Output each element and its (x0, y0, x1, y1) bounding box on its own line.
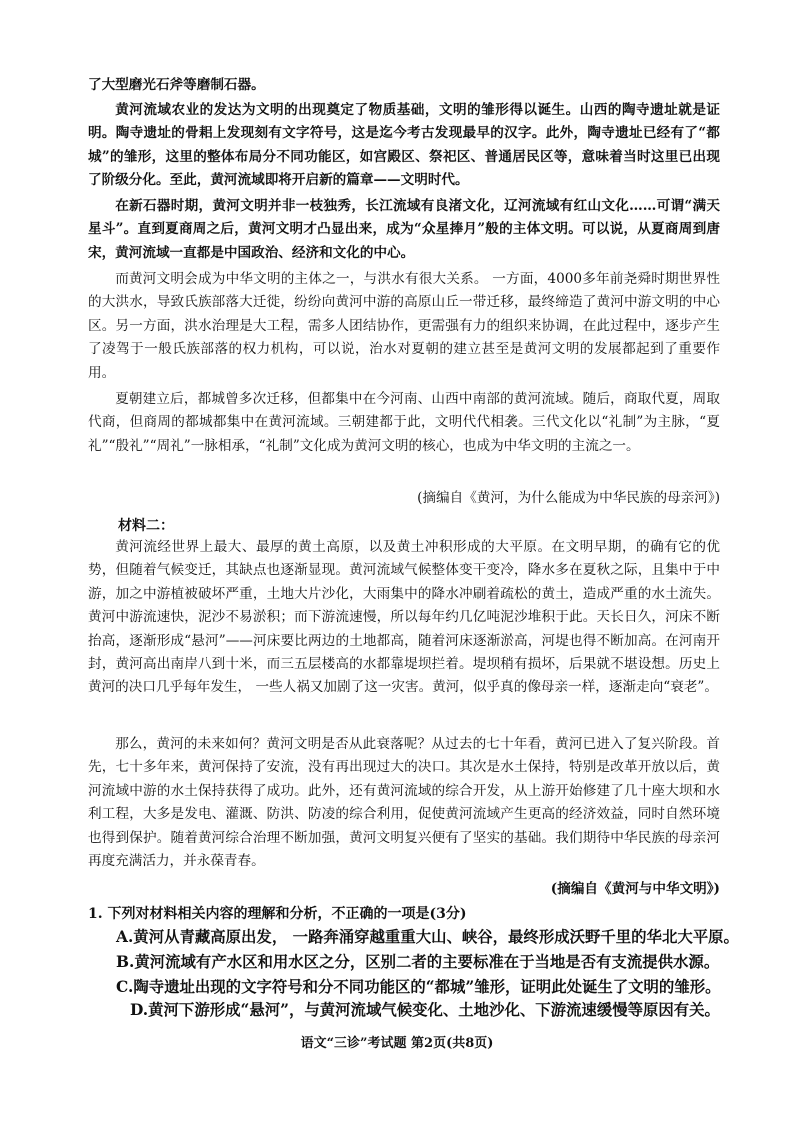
question-stem: 1. 下列对材料相关内容的理解和分析，不正确的一项是(3分) (88, 906, 467, 922)
source-citation-2: (摘编自《黄河与中华文明》) (550, 881, 720, 897)
option-a: A.黄河从青藏高原出发， 一路奔涌穿越重重大山、峡谷，最终形成沃野千里的华北大平原。 (116, 928, 739, 946)
option-b: B.黄河流域有产水区和用水区之分，区别二者的主要标准在于当地是否有支流提供水源。 (116, 953, 720, 971)
paragraph-loess: 黄河流经世界上最大、最厚的黄土高原，以及黄土冲积形成的大平原。在文明早期，的确有它的优势，但随着气候变迁，其缺点也逐渐显现。黄河流域气候整体变干变冷，降水多在夏秋之际，且集中于中游，加之中游植被破坏严重，土地大片沙化，大雨集中的降水冲刷着疏松的黄土，造成严重的水土流失。黄河中游流速快，泥沙不易淤积；而下游流速慢，所以每年约几亿吨泥沙堆积于此。天长日久，河床不断抬高，逐渐形成“悬河”——河床要比两边的土地都高，随着河床逐渐淤高，河堤也得不断加高。在河南开封，黄河高出南岸八到十米，而三五层楼高的水都靠堤坝拦着。堤坝稍有损坏，后果就不堪设想。历史上黄河的决口几乎每年发生， 一些人祸又加剧了这一灾害。黄河，似乎真的像母亲一样，逐渐走向“衰老”。 (88, 539, 720, 696)
paragraph-xia-dynasty: 夏朝建立后，都城曾多次迁移，但都集中在今河南、山西中南部的黄河流域。随后，商取代夏，周取代商，但商周的都城都集中在黄河流域。三朝建都于此，文明代代相袭。三代文化以“礼制”为主脉，“夏礼”“殷礼”“周礼”一脉相承，“礼制”文化成为黄河文明的核心，也成为中华文明的主流之一。 (88, 391, 720, 454)
paragraph-huanghe-agriculture: 黄河流域农业的发达为文明的出现奠定了物质基础，文明的雏形得以诞生。山西的陶寺遗址就是证明。陶寺遗址的骨耜上发现刻有文字符号，这是迄今考古发现最早的汉字。此外，陶寺遗址已经有了“都城”的雏形，这里的整体布局分不同功能区，如宫殿区、祭祀区、普通居民区等，意味着当时这里已出现了阶级分化。至此，黄河流域即将开启新的篇章——文明时代。 (88, 102, 720, 189)
source-citation-1: (摘编自《黄河，为什么能成为中华民族的母亲河》) (417, 490, 720, 506)
page-footer: 语文“三诊”考试题 第2页(共8页) (300, 1036, 494, 1051)
paragraph-neolithic: 在新石器时期，黄河文明并非一枝独秀，长江流域有良渚文化，辽河流域有红山文化……可谓“满天星斗”。直到夏商周之后，黄河文明才凸显出来，成为“众星捧月”般的主体文明。可以说，从夏商周到唐宋，黄河流域一直都是中国政治、经济和文化的中心。 (88, 198, 720, 261)
paragraph-flood: 而黄河文明会成为中华文明的主体之一，与洪水有很大关系。 一方面，4000多年前尧舜时期世界性的大洪水，导致氏族部落大迁徙，纷纷向黄河中游的高原山丘一带迁移，最终缔造了黄河中游文明的中心区。另一方面，洪水治理是大工程，需多人团结协作，更需强有力的组织来协调，在此过程中，逐步产生了凌驾于一般氏族部落的权力机构，可以说，治水对夏朝的建立甚至是黄河文明的发展都起到了重要作用。 (88, 271, 720, 381)
text-line-continuation: 了大型磨光石斧等磨制石器。 (88, 77, 265, 93)
paragraph-future: 那么，黄河的未来如何？黄河文明是否从此衰落呢？从过去的七十年看，黄河已进入了复兴阶段。首先，七十多年来，黄河保持了安流，没有再出现过大的决口。其次是水土保持，特别是改革开放以后，黄河流域中游的水土保持获得了成功。此外，还有黄河流域的综合开发，从上游开始修建了几十座大坝和水利工程，大多是发电、灌溉、防洪、防凌的综合利用，促使黄河流域产生更高的经济效益，同时自然环境也得到保护。随着黄河综合治理不断加强，黄河文明复兴便有了坚实的基础。我们期待中华民族的母亲河再度充满活力，并永葆青春。 (88, 736, 720, 870)
option-c: C.陶寺遗址出现的文字符号和分不同功能区的“都城”雏形，证明此处诞生了文明的雏形。 (116, 978, 721, 996)
option-d: D.黄河下游形成“悬河”，与黄河流域气候变化、土地沙化、下游流速缓慢等原因有关。 (130, 1001, 720, 1019)
material-two-heading: 材料二： (118, 518, 174, 534)
